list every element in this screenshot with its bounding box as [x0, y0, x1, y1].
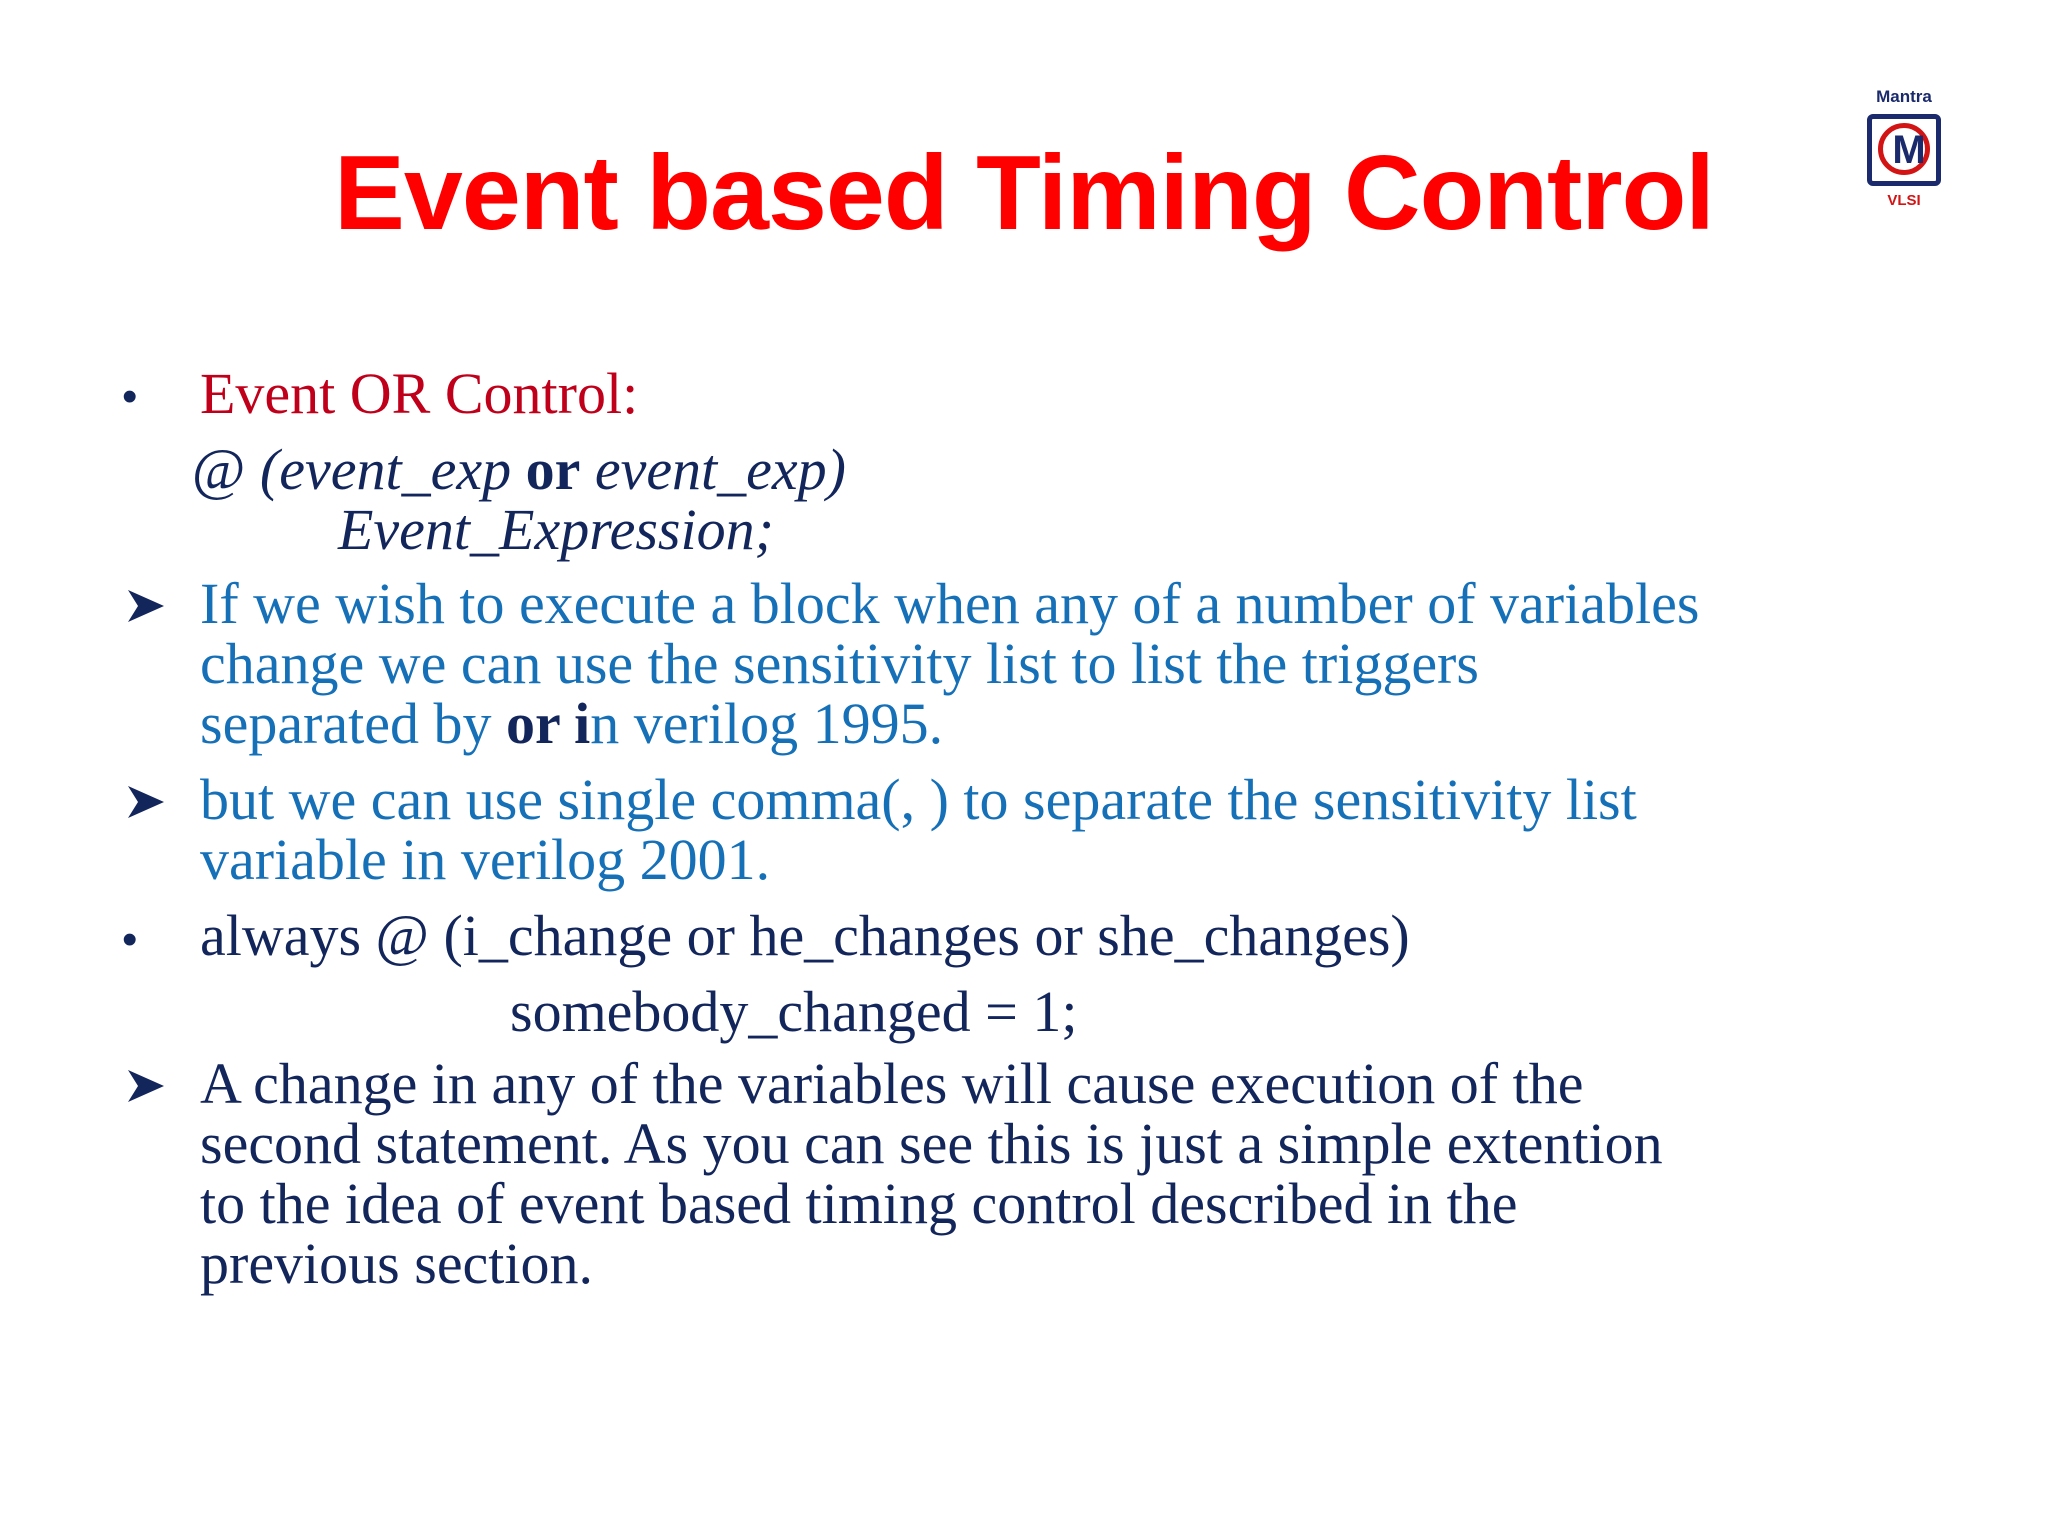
arrow-item-1-line-2: change we can use the sensitivity list to list the triggers	[200, 631, 1479, 696]
arrow-item-1-line-1: If we wish to execute a block when any of a number of variables	[200, 571, 1700, 636]
logo-circle-icon	[1878, 123, 1930, 175]
arrow-item-3-line-3: to the idea of event based timing control described in the	[200, 1171, 1518, 1236]
always-block-line: always @ (i_change or he_changes or she_changes)	[200, 903, 1410, 968]
arrow-bullet-icon	[124, 576, 168, 636]
bullet-dot-icon: •	[122, 372, 138, 421]
code-event-close: event_exp)	[580, 437, 846, 502]
slide-title: Event based Timing Control	[334, 134, 1714, 252]
text-post: n verilog 1995.	[590, 691, 944, 756]
arrow-bullet-icon	[124, 1056, 168, 1116]
text-pre: separated by	[200, 691, 506, 756]
logo-bottom-text: VLSI	[1887, 192, 1921, 209]
arrow-item-3-line-4: previous section.	[200, 1231, 594, 1296]
arrow-item-1-line-3	[200, 691, 944, 756]
arrow-item-3-line-1: A change in any of the variables will cause execution of the	[200, 1051, 1584, 1116]
bullet-dot-icon: •	[122, 915, 138, 964]
code-event-open: (event_exp	[259, 437, 526, 502]
code-or-keyword: or	[525, 437, 581, 502]
arrow-item-2-line-1: but we can use single comma(, ) to separate the sensitivity list	[200, 767, 1637, 832]
logo-top-text: Mantra	[1876, 87, 1932, 106]
logo-emblem	[1867, 114, 1941, 186]
always-block-statement: somebody_changed = 1;	[510, 979, 1078, 1044]
logo-letter: M	[1892, 128, 1926, 172]
code-line-event-or	[192, 437, 846, 502]
arrow-item-2-line-2: variable in verilog 2001.	[200, 827, 771, 892]
code-at: @	[192, 437, 260, 502]
code-line-event-expression: Event_Expression;	[338, 497, 774, 562]
text-or-bold: or i	[505, 691, 591, 756]
arrow-bullet-icon	[124, 772, 168, 832]
bullet-heading: Event OR Control:	[200, 361, 639, 426]
mantra-vlsi-logo	[1862, 86, 1946, 222]
arrow-item-3-line-2: second statement. As you can see this is just a simple extention	[200, 1111, 1663, 1176]
